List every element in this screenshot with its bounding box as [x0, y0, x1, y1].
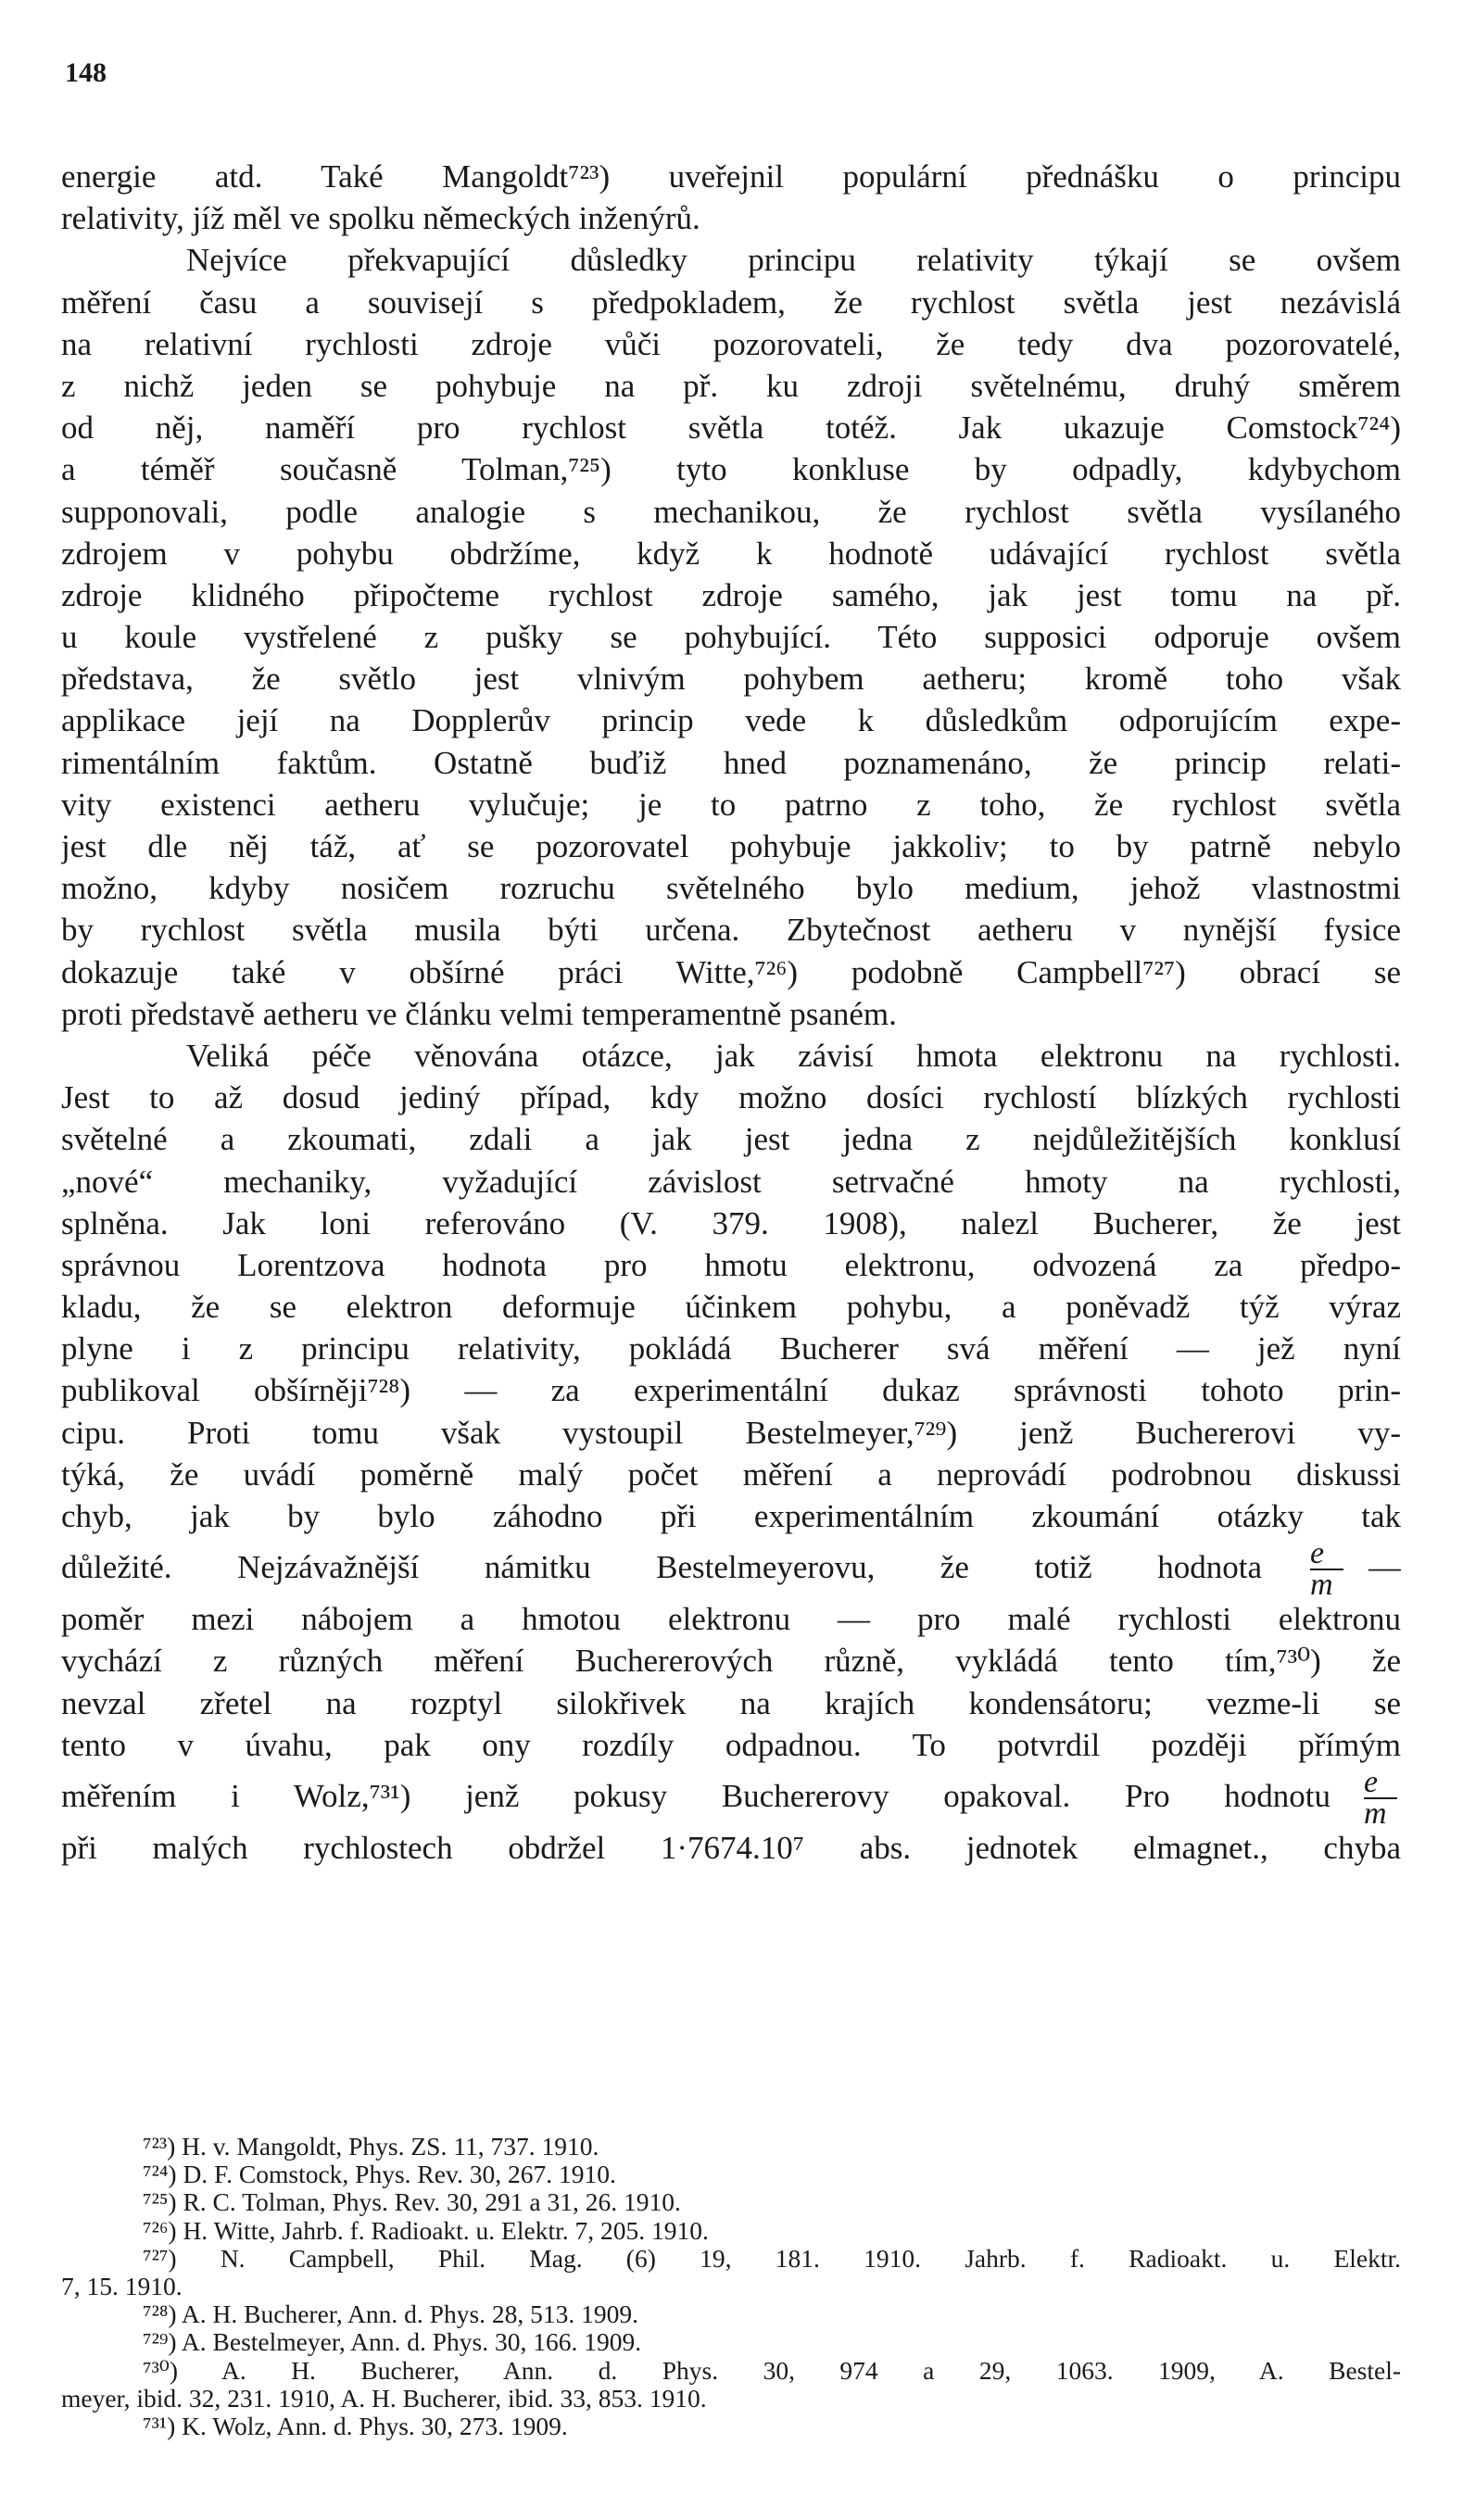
page-number: 148	[65, 57, 107, 88]
footnote: ⁷³⁰) A. H. Bucherer, Ann. d. Phys. 30, 974 a 29, 1063. 1909, A. Bestel-	[143, 2356, 1401, 2385]
text-line: proti představě aetheru ve článku velmi temperamentně psaném.	[61, 995, 897, 1032]
text-line: jest dle něj táž, ať se pozorovatel pohybuje jakkoliv; to by patrně nebylo	[61, 828, 1401, 864]
text-line: tento v úvahu, pak ony rozdíly odpadnou. To potvrdil později přímým	[61, 1726, 1401, 1763]
text-line: měřením i Wolz,⁷³¹) jenž pokusy Buchererovy opakoval. Pro hodnotu	[61, 1777, 1331, 1814]
footnote-continuation: 7, 15. 1910.	[61, 2272, 183, 2300]
text-line: z nichž jeden se pohybuje na př. ku zdroji světelnému, druhý směrem	[61, 367, 1401, 404]
footnote-continuation: meyer, ibid. 32, 231. 1910, A. H. Bucherer, ibid. 33, 853. 1910.	[61, 2384, 707, 2413]
text-line-with-fraction	[61, 1537, 1401, 1598]
text-line: dokazuje také v obšírné práci Witte,⁷²⁶) podobně Campbell⁷²⁷) obrací se	[61, 953, 1401, 990]
text-line: publikoval obšírněji⁷²⁸) — za experimentální dukaz správnosti tohoto prin-	[61, 1372, 1401, 1409]
text-line: by rychlost světla musila býti určena. Zbytečnost aetheru v nynější fysice	[61, 912, 1401, 949]
text-line: možno, kdyby nosičem rozruchu světelného bylo medium, jehož vlastnostmi	[61, 870, 1401, 907]
footnote: ⁷²⁸) A. H. Bucherer, Ann. d. Phys. 28, 513. 1909.	[143, 2300, 639, 2329]
text-line: Nejvíce překvapující důsledky principu relativity týkají se ovšem	[186, 242, 1401, 279]
text-line: vychází z různých měření Buchererových různě, vykládá tento tím,⁷³⁰) že	[61, 1643, 1401, 1680]
footnote: ⁷²⁹) A. Bestelmeyer, Ann. d. Phys. 30, 166. 1909.	[143, 2328, 642, 2357]
text-line: chyb, jak by bylo záhodno při experimentálním zkoumání otázky tak	[61, 1498, 1401, 1534]
text-line: plyne i z principu relativity, pokládá Bucherer svá měření — jež nyní	[61, 1330, 1401, 1367]
text-line: u koule vystřelené z pušky se pohybující. Této supposici odporuje ovšem	[61, 619, 1401, 656]
text-line: Veliká péče věnována otázce, jak závisí hmota elektronu na rychlosti.	[186, 1037, 1401, 1074]
text-line: poměr mezi nábojem a hmotou elektronu — pro malé rychlosti elektronu	[61, 1601, 1401, 1638]
fraction-numerator: e	[1310, 1539, 1343, 1570]
text-line: světelné a zkoumati, zdali a jak jest jedna z nejdůležitějších konklusí	[61, 1121, 1401, 1158]
footnote: ⁷³¹) K. Wolz, Ann. d. Phys. 30, 273. 1909.	[143, 2412, 568, 2440]
text-line: představa, že světlo jest vlnivým pohybem aetheru; kromě toho však	[61, 661, 1401, 698]
text-line: nevzal zřetel na rozptyl silokřivek na krajích kondensátoru; vezme-li se	[61, 1684, 1401, 1721]
text-line: týká, že uvádí poměrně malý počet měření a neprovádí podrobnou diskussi	[61, 1455, 1401, 1493]
text-line: splněna. Jak loni referováno (V. 379. 1908), nalezl Bucherer, že jest	[61, 1204, 1401, 1241]
fraction-dash: —	[1368, 1549, 1401, 1586]
text-line: Jest to až dosud jediný případ, kdy možno dosíci rychlostí blízkých rychlosti	[61, 1079, 1401, 1116]
text-line: applikace její na Dopplerův princip vede k důsledkům odporujícím expe-	[61, 702, 1401, 739]
footnote: ⁷²⁷) N. Campbell, Phil. Mag. (6) 19, 181. 1910. Jahrb. f. Radioakt. u. Elektr.	[143, 2244, 1401, 2273]
text-line: a téměř současně Tolman,⁷²⁵) tyto konkluse by odpadly, kdybychom	[61, 451, 1401, 488]
text-line: supponovali, podle analogie s mechanikou, že rychlost světla vysílaného	[61, 493, 1401, 530]
text-line: od něj, naměří pro rychlost světla totéž. Jak ukazuje Comstock⁷²⁴)	[61, 410, 1401, 447]
text-line: rimentálním faktům. Ostatně buďiž hned poznamenáno, že princip relati-	[61, 744, 1401, 781]
fraction-e-over-m	[1364, 1765, 1397, 1827]
text-line: cipu. Proti tomu však vystoupil Bestelmeyer,⁷²⁹) jenž Buchererovi vy-	[61, 1414, 1401, 1451]
text-line: na relativní rychlosti zdroje vůči pozorovateli, že tedy dva pozorovatelé,	[61, 325, 1401, 362]
footnote: ⁷²³) H. v. Mangoldt, Phys. ZS. 11, 737. 1910.	[143, 2133, 599, 2161]
text-line: důležité. Nejzávažnější námitku Bestelmeyerovu, že totiž hodnota	[61, 1549, 1262, 1586]
text-line: při malých rychlostech obdržel 1·7674.10⁷ abs. jednotek elmagnet., chyba	[61, 1829, 1401, 1866]
fraction-numerator: e	[1364, 1768, 1397, 1799]
text-line: zdroje klidného připočteme rychlost zdroje samého, jak jest tomu na př.	[61, 576, 1401, 613]
text-line-with-fraction	[61, 1766, 1401, 1827]
body-text	[61, 156, 1401, 1869]
fraction-e-over-m	[1310, 1539, 1343, 1598]
fraction-denominator: m	[1364, 1796, 1387, 1827]
text-line: kladu, že se elektron deformuje účinkem pohybu, a poněvadž týž výraz	[61, 1289, 1401, 1326]
footnote: ⁷²⁴) D. F. Comstock, Phys. Rev. 30, 267. 1910.	[143, 2161, 616, 2189]
text-line: vity existenci aetheru vylučuje; je to patrno z toho, že rychlost světla	[61, 786, 1401, 823]
text-line: měření času a souvisejí s předpokladem, že rychlost světla jest nezávislá	[61, 284, 1401, 321]
text-line: správnou Lorentzova hodnota pro hmotu elektronu, odvozená za předpo-	[61, 1246, 1401, 1283]
text-line: energie atd. Také Mangoldt⁷²³) uveřejnil populární přednášku o principu	[61, 158, 1401, 195]
footnotes	[61, 2133, 1401, 2440]
text-line: zdrojem v pohybu obdržíme, když k hodnotě udávající rychlost světla	[61, 535, 1401, 572]
footnote: ⁷²⁶) H. Witte, Jahrb. f. Radioakt. u. Elektr. 7, 205. 1910.	[143, 2216, 709, 2245]
fraction-denominator: m	[1310, 1568, 1333, 1599]
text-line: relativity, jíž měl ve spolku německých inženýrů.	[61, 200, 700, 237]
footnote: ⁷²⁵) R. C. Tolman, Phys. Rev. 30, 291 a 31, 26. 1910.	[143, 2188, 681, 2217]
text-line: „nové“ mechaniky, vyžadující závislost setrvačné hmoty na rychlosti,	[61, 1163, 1401, 1200]
